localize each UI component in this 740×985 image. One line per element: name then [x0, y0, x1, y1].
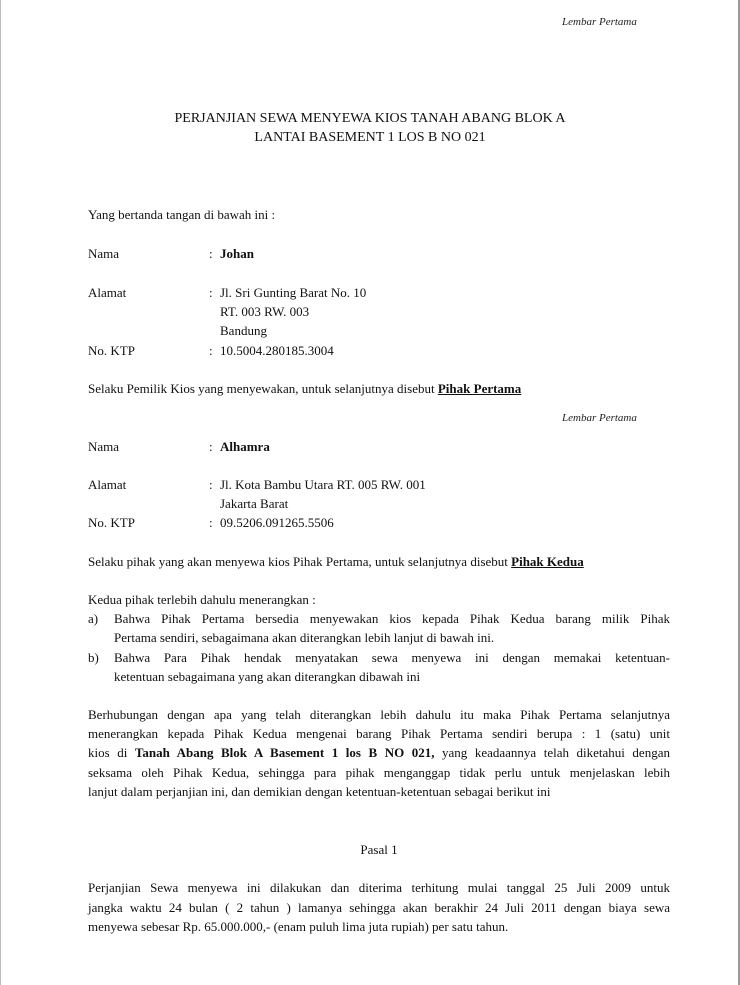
party1-ktp-colon: : — [209, 343, 213, 358]
item-b-line2: ketentuan sebagaimana yang akan diterangkan dibawah ini — [114, 669, 421, 684]
party2-name-value: Alhamra — [220, 439, 270, 454]
party1-address-line3: Bandung — [220, 323, 267, 338]
pasal-line2: jangka waktu 24 bulan ( 2 tahun ) lamanya sehingga akan berakhir 24 Juli 2011 dengan biaya sewa — [88, 900, 670, 915]
mid-note: Lembar Pertama — [562, 412, 637, 424]
party2-role — [88, 554, 584, 570]
party1-address-line1: Jl. Sri Gunting Barat No. 10 — [220, 285, 367, 300]
para-line4: seksama oleh Pihak Kedua, sehingga para pihak menganggap tidak perlu untuk menjelaskan lebih — [88, 765, 670, 780]
party1-name-value: Johan — [220, 246, 254, 261]
party1-address-colon: : — [209, 285, 213, 300]
intro-text: Yang bertanda tangan di bawah ini : — [88, 207, 276, 222]
party1-ktp-value: 10.5004.280185.3004 — [220, 343, 334, 358]
para-line2: menerangkan kepada Pihak Kedua mengenai barang Pihak Pertama sendiri berupa : 1 (satu) unit — [88, 726, 670, 741]
item-b-marker: b) — [88, 650, 99, 665]
party1-role-text: Selaku Pemilik Kios yang menyewakan, untuk selanjutnya disebut — [88, 381, 438, 396]
party1-ktp-label: No. KTP — [88, 343, 135, 358]
item-a-line2: Pertama sendiri, sebagaimana akan diterangkan lebih lanjut di bawah ini. — [114, 630, 495, 645]
para-line3-bold: Tanah Abang Blok A Basement 1 los B NO 021, — [134, 745, 435, 760]
party1-address-line2: RT. 003 RW. 003 — [220, 304, 310, 319]
party2-address-line2: Jakarta Barat — [220, 496, 289, 511]
party1-address-label: Alamat — [88, 285, 127, 300]
title-line-2: LANTAI BASEMENT 1 LOS B NO 021 — [254, 130, 486, 145]
para-line5: lanjut dalam perjanjian ini, dan demikian dengan ketentuan-ketentuan sebagai berikut ini — [88, 784, 551, 799]
header-note: Lembar Pertama — [562, 16, 637, 28]
pasal-title: Pasal 1 — [360, 842, 398, 857]
party2-role-text: Selaku pihak yang akan menyewa kios Pihak Pertama, untuk selanjutnya disebut — [88, 554, 512, 569]
party1-role-name: Pihak Pertama — [437, 381, 522, 396]
page-edge-left — [0, 0, 1, 985]
para-line3-pre: kios di — [88, 745, 135, 760]
item-b-line1: Bahwa Para Pihak hendak menyatakan sewa menyewa ini dengan memakai ketentuan- — [114, 650, 670, 665]
party1-name-colon: : — [209, 246, 213, 261]
party1-name-label: Nama — [88, 246, 120, 261]
para-line3-post: yang keadaannya telah diketahui dengan — [434, 745, 670, 760]
para-line3 — [88, 745, 670, 761]
item-a-line1: Bahwa Pihak Pertama bersedia menyewakan kios kepada Pihak Kedua barang milik Pihak — [114, 611, 670, 626]
party2-ktp-label: No. KTP — [88, 515, 135, 530]
party1-role — [88, 381, 521, 397]
party2-role-name: Pihak Kedua — [511, 554, 584, 569]
para-line1: Berhubungan dengan apa yang telah diterangkan lebih dahulu itu maka Pihak Pertama selanjutnya — [88, 707, 670, 722]
party2-name-colon: : — [209, 439, 213, 454]
title-line-1: PERJANJIAN SEWA MENYEWA KIOS TANAH ABANG BLOK A — [174, 111, 566, 126]
pasal-line1: Perjanjian Sewa menyewa ini dilakukan dan diterima terhitung mulai tanggal 25 Juli 2009 untuk — [88, 880, 670, 895]
party2-name-label: Nama — [88, 439, 120, 454]
party2-ktp-value: 09.5206.091265.5506 — [220, 515, 334, 530]
explain-intro: Kedua pihak terlebih dahulu menerangkan : — [88, 592, 316, 607]
pasal-line3: menyewa sebesar Rp. 65.000.000,- (enam puluh lima juta rupiah) per satu tahun. — [88, 919, 509, 934]
party2-address-colon: : — [209, 477, 213, 492]
party2-ktp-colon: : — [209, 515, 213, 530]
party2-address-line1: Jl. Kota Bambu Utara RT. 005 RW. 001 — [220, 477, 426, 492]
item-a-marker: a) — [88, 611, 99, 626]
party2-address-label: Alamat — [88, 477, 127, 492]
